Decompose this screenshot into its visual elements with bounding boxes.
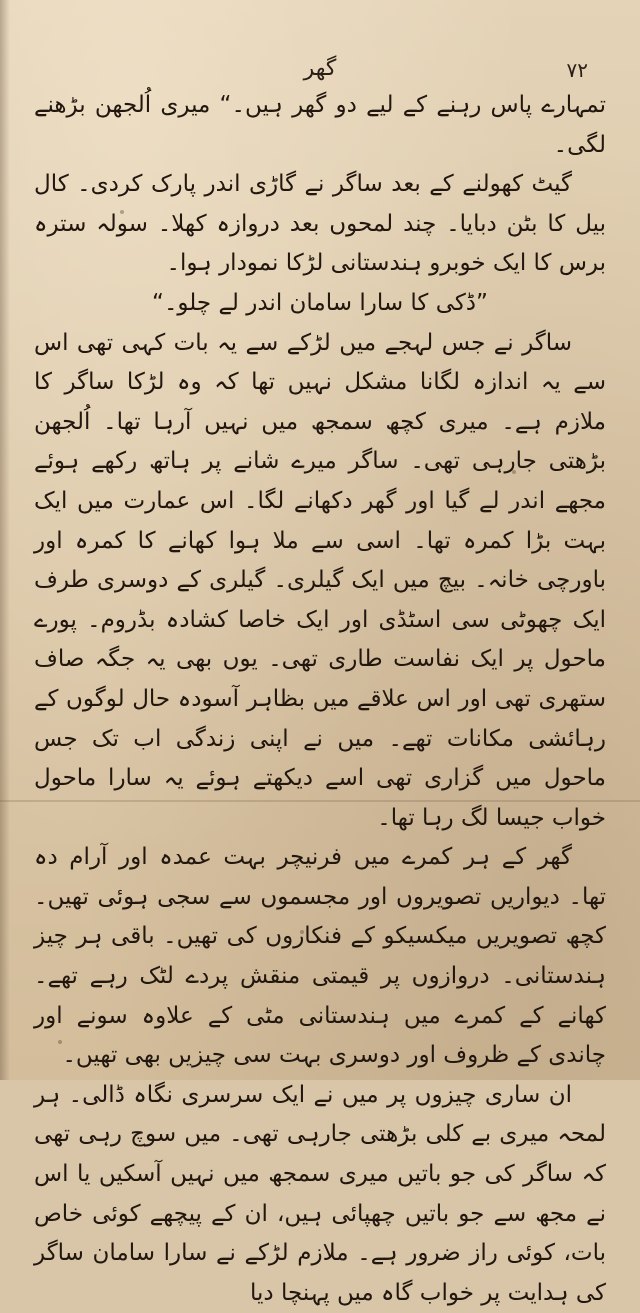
paper-speck — [512, 470, 516, 474]
page-binding-shadow — [0, 0, 10, 1080]
paper-speck — [300, 930, 304, 934]
paragraph-2: گیٹ کھولنے کے بعد ساگر نے گاڑی اندر پارک کردی۔ کال بیل کا بٹن دبایا۔ چند لمحوں بعد دروازہ کھلا۔ سولہ سترہ برس کا ایک خوبرو ہندستانی لڑکا نمودار ہوا۔ — [34, 171, 606, 277]
paper-speck — [120, 210, 124, 214]
paragraph-5: گھر کے ہر کمرے میں فرنیچر بہت عمدہ اور آرام دہ تھا۔ دیواریں تصویروں اور مجسموں سے سجی ہوئی تھیں۔ کچھ تصویریں میکسیکو کے فنکاروں کی تھیں۔ باقی ہر چیز ہندستانی۔ دروازوں پر قیمتی منقش پردے لٹک رہے تھے۔ کھانے کے کمرے میں ہندستانی مٹی کے علاوہ سونے اور چاندی کے ظروف اور دوسری بہت سی چیزیں بھی تھیں۔ — [34, 844, 606, 1069]
paragraph-3-dialog: ”ڈکی کا سارا سامان اندر لے چلو۔“ — [152, 289, 488, 316]
page-body — [34, 86, 606, 1313]
page-number: ۷۲ — [566, 58, 588, 82]
paper-speck — [58, 1040, 62, 1044]
paragraph-4: ساگر نے جس لہجے میں لڑکے سے یہ بات کہی تھی اس سے یہ اندازہ لگانا مشکل نہیں تھا کہ وہ لڑکا ساگر کا ملازم ہے۔ میری کچھ سمجھ میں نہیں آرہا تھا۔ اُلجھن بڑھتی جارہی تھی۔ ساگر میرے شانے پر ہاتھ رکھے ہوئے مجھے اندر لے گیا اور گھر دکھانے لگا۔ اس عمارت میں ایک بہت بڑا کمرہ تھا۔ اسی سے ملا ہوا کھانے کا کمرہ اور باورچی خانہ۔ بیچ میں ایک گیلری۔ گیلری کے دوسری طرف ایک چھوٹی سی اسٹڈی اور ایک خاصا کشادہ بڈروم۔ پورے ماحول پر ایک نفاست طاری تھی۔ یوں بھی یہ جگہ صاف ستھری تھی اور اس علاقے میں بظاہر آسودہ حال لوگوں کے رہائشی مکانات تھے۔ میں نے اپنی زندگی اب تک جس ماحول میں گزاری تھی اسے دیکھتے ہوئے یہ سارا ماحول خواب جیسا لگ رہا تھا۔ — [34, 329, 606, 831]
running-title: گھر — [303, 56, 337, 81]
paper-fold-line — [0, 800, 640, 802]
paragraph-1: تمہارے پاس رہنے کے لیے دو گھر ہیں۔“ میری اُلجھن بڑھنے لگی۔ — [34, 92, 606, 158]
paragraph-6: ان ساری چیزوں پر میں نے ایک سرسری نگاہ ڈالی۔ ہر لمحہ میری بے کلی بڑھتی جارہی تھی۔ میں سوچ رہی تھی کہ ساگر کی جو باتیں میری سمجھ میں نہیں آسکیں یا اس نے مجھ سے جو باتیں چھپائی ہیں، ان کے پیچھے کوئی خاص بات، کوئی راز ضرور ہے۔ ملازم لڑکے نے سارا سامان ساگر کی ہدایت پر خواب گاہ میں پہنچا دیا — [34, 1081, 606, 1306]
